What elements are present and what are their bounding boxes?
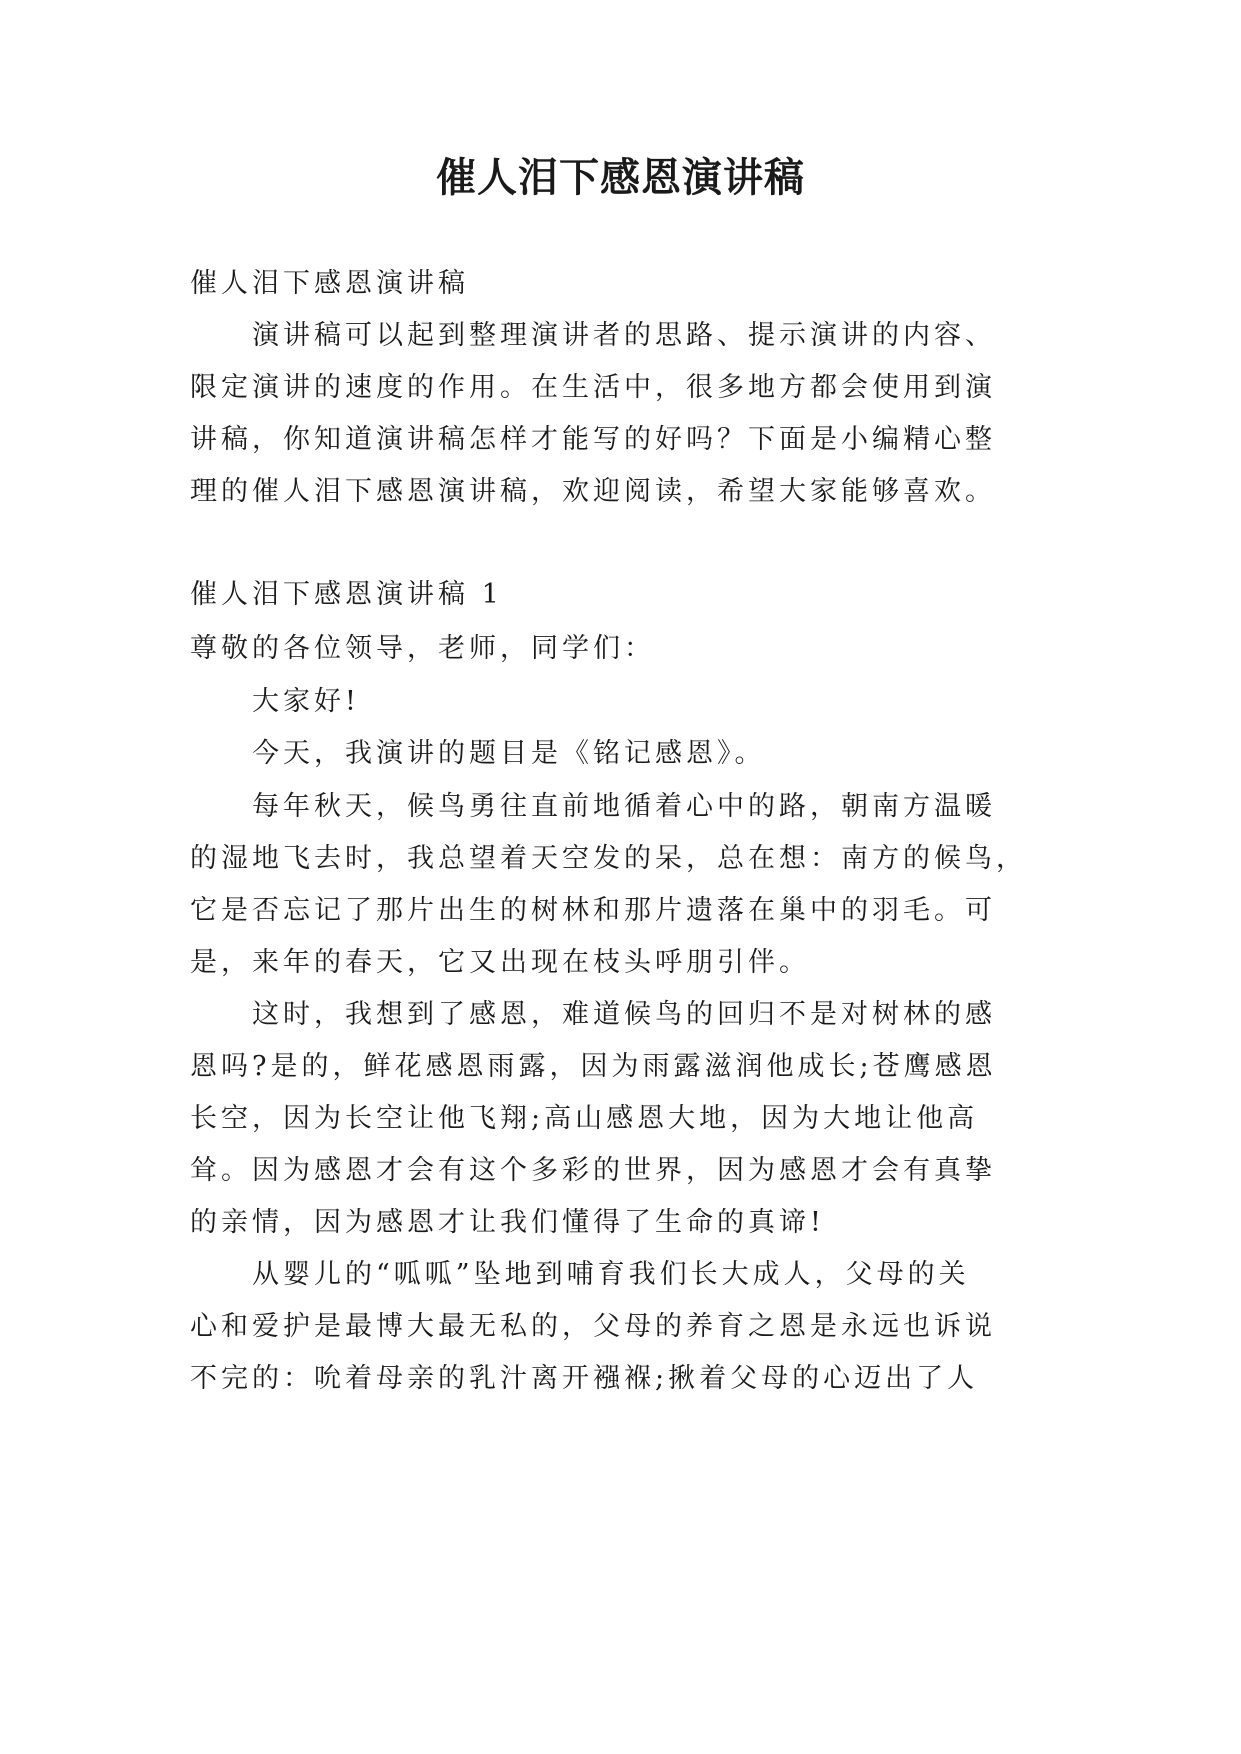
text-line: 心和爱护是最博大最无私的，父母的养育之恩是永远也诉说: [190, 1311, 996, 1342]
text-line: 不完的：吮着母亲的乳汁离开襁褓;揪着父母的心迈出了人: [190, 1363, 979, 1394]
text-line: 是，来年的春天，它又出现在枝头呼朋引伴。: [190, 947, 810, 978]
text-line: 限定演讲的速度的作用。在生活中，很多地方都会使用到演: [190, 372, 996, 403]
text-line: 今天，我演讲的题目是《铭记感恩》。: [190, 738, 766, 769]
text-line: 恩吗?是的，鲜花感恩雨露，因为雨露滋润他成长;苍鹰感恩: [190, 1051, 997, 1082]
text-line: 它是否忘记了那片出生的树林和那片遗落在巢中的羽毛。可: [190, 895, 996, 926]
text-line: 长空，因为长空让他飞翔;高山感恩大地，因为大地让他高: [190, 1103, 979, 1134]
text-line: 演讲稿可以起到整理演讲者的思路、提示演讲的内容、: [190, 320, 996, 351]
text-line: 的湿地飞去时，我总望着天空发的呆，总在想：南方的候鸟，: [190, 843, 1027, 874]
text-line: 这时，我想到了感恩，难道候鸟的回归不是对树林的感: [190, 999, 996, 1030]
text-line: 从婴儿的“呱呱”坠地到哺育我们长大成人，父母的关: [190, 1259, 970, 1290]
text-line: 的亲情，因为感恩才让我们懂得了生命的真谛!: [190, 1207, 825, 1238]
text-line: 催人泪下感恩演讲稿: [190, 268, 469, 299]
text-line: 每年秋天，候鸟勇往直前地循着心中的路，朝南方温暖: [190, 791, 996, 822]
text-line: 大家好!: [190, 686, 360, 717]
text-line: 催人泪下感恩演讲稿 1: [190, 579, 503, 610]
text-line: 理的催人泪下感恩演讲稿，欢迎阅读，希望大家能够喜欢。: [190, 476, 996, 507]
text-line: 耸。因为感恩才会有这个多彩的世界，因为感恩才会有真挚: [190, 1155, 996, 1186]
text-line: 尊敬的各位领导，老师，同学们：: [190, 633, 655, 664]
text-line: 讲稿，你知道演讲稿怎样才能写的好吗？下面是小编精心整: [190, 424, 996, 455]
document-title: 催人泪下感恩演讲稿: [436, 154, 805, 201]
